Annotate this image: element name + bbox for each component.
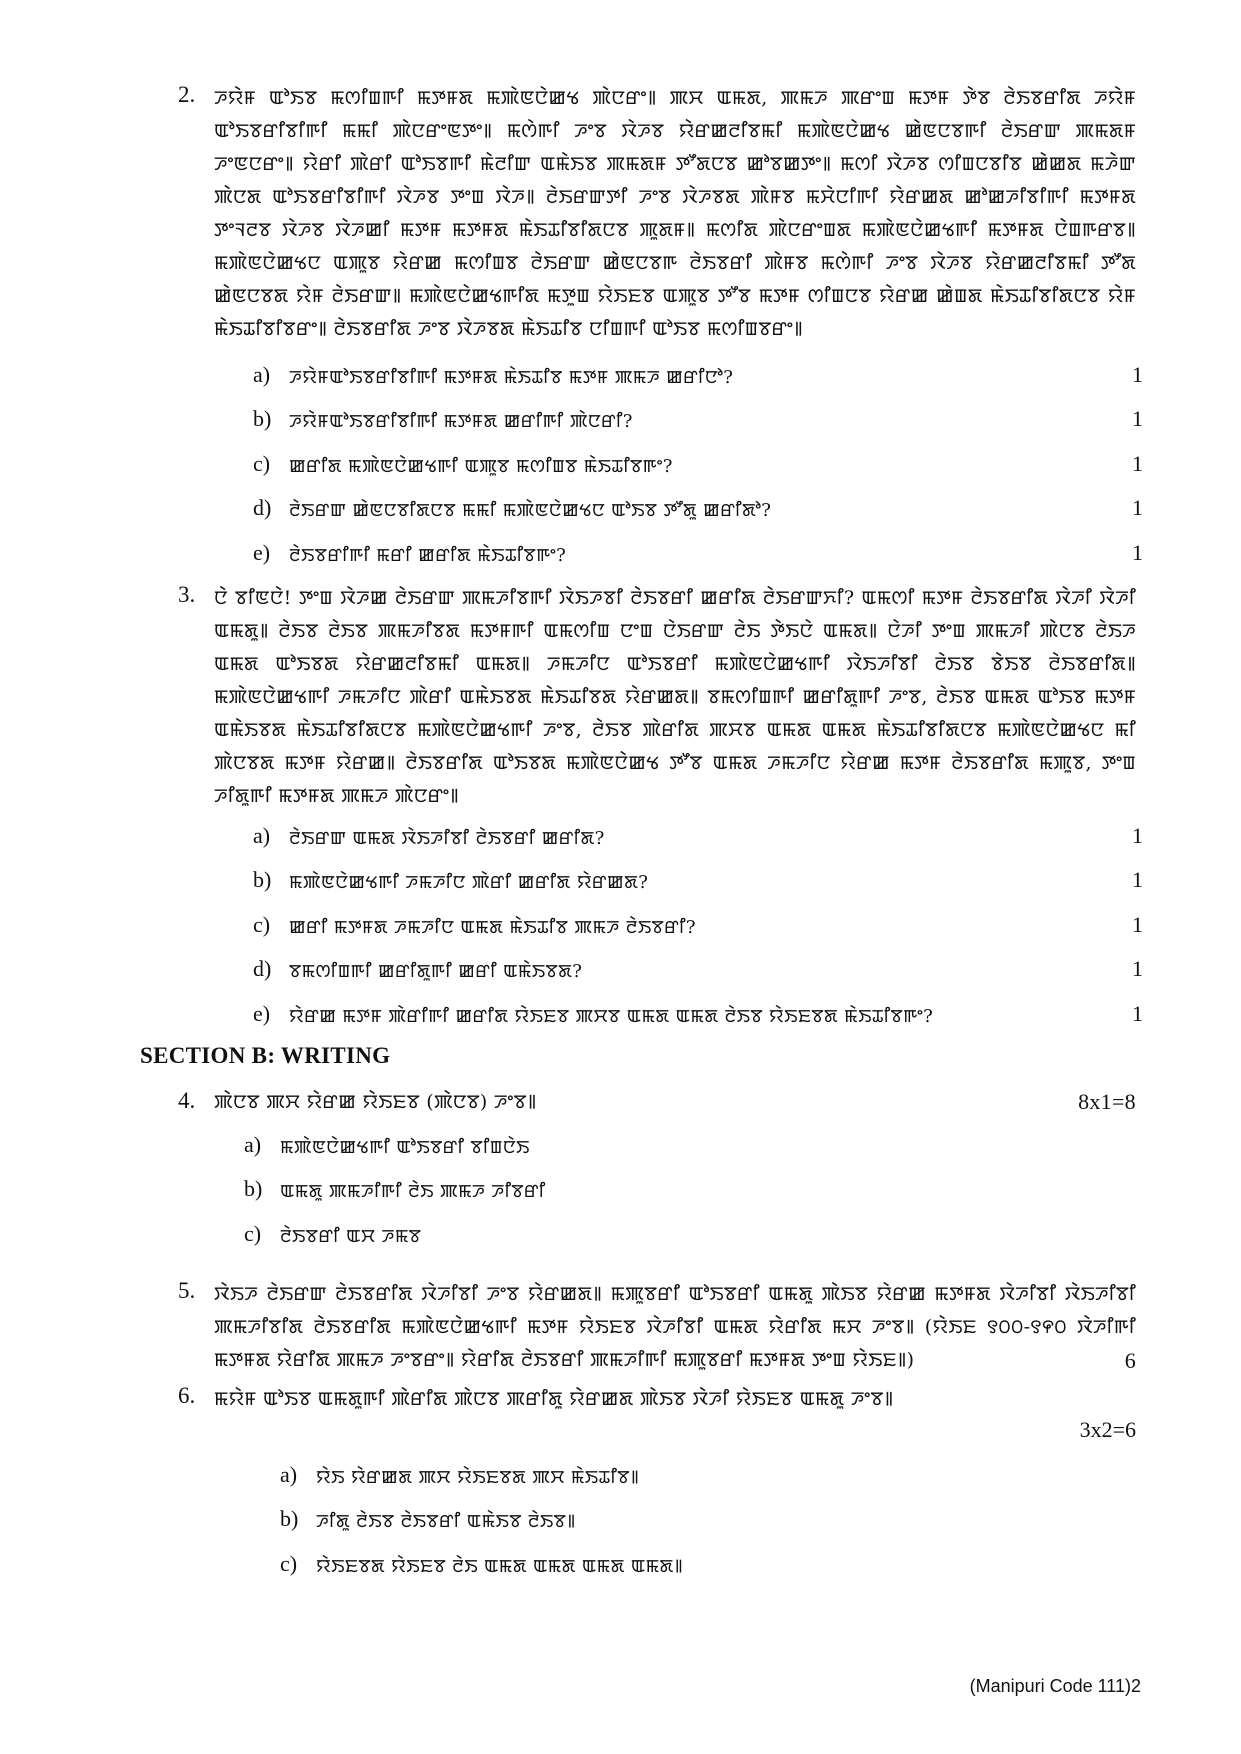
question-5 <box>178 1278 1136 1378</box>
q2-sub-b <box>253 406 1143 438</box>
page-footer: (Manipuri Code 111)2 <box>969 1676 1141 1696</box>
q4-option-b <box>244 1176 1134 1208</box>
sub-label: a) <box>253 823 271 848</box>
marks: 1 <box>1132 362 1143 387</box>
sub-label: c) <box>244 1221 262 1246</box>
topic-text: ꯑꯃꯗꯨ ꯄꯃꯍꯤꯒꯤ ꯂꯥꯏ ꯄꯃꯍ ꯍꯤꯕꯔꯤ <box>280 1181 546 1202</box>
sub-label: c) <box>280 1551 298 1576</box>
q6-option-a <box>280 1462 980 1494</box>
sub-question-text: ꯍꯌꯥꯝꯑꯣꯏꯕꯔꯤꯕꯤꯒꯤ ꯃꯇꯝꯗ ꯀꯔꯤꯒꯤ ꯄꯥꯅꯔꯤ? <box>289 411 633 432</box>
sub-label: b) <box>244 1176 263 1201</box>
q2-sub-c <box>253 451 1143 483</box>
question-number: 5. <box>178 1278 196 1303</box>
sub-question-text: ꯂꯥꯏꯔꯛ ꯑꯃꯗ ꯋꯥꯏꯍꯤꯕꯤ ꯂꯥꯏꯕꯔꯤ ꯀꯔꯤꯗ? <box>289 828 605 849</box>
marks: 1 <box>1132 495 1143 520</box>
q6-option-c <box>280 1551 980 1583</box>
q3-sub-a <box>253 823 1143 855</box>
sub-label: e) <box>253 1001 271 1026</box>
q3-sub-d <box>253 956 1143 988</box>
question-text <box>214 1278 1136 1378</box>
marks: 3x2=6 <box>1079 1417 1136 1442</box>
marks: 6 <box>1124 1348 1136 1373</box>
sub-label: a) <box>280 1462 298 1487</box>
sub-label: b) <box>280 1506 299 1531</box>
question-2 <box>178 82 1136 344</box>
question-number: 2. <box>178 82 196 107</box>
option-text: ꯌꯥꯏꯐꯕꯗ ꯌꯥꯏꯐꯕ ꯂꯥꯏ ꯑꯃꯗ ꯑꯃꯗ ꯑꯃꯗ ꯑꯃꯗ꯫ <box>316 1556 684 1577</box>
question-instruction <box>214 1088 1136 1116</box>
sub-label: a) <box>253 362 271 387</box>
marks: 1 <box>1132 956 1143 981</box>
section-heading: SECTION B: WRITING <box>140 1043 391 1068</box>
marks: 1 <box>1132 867 1143 892</box>
marks: 8x1=8 <box>1078 1089 1136 1114</box>
q2-sub-d <box>253 495 1143 527</box>
question-4 <box>178 1088 1136 1116</box>
marks: 1 <box>1132 912 1143 937</box>
question-number: 3. <box>178 582 196 607</box>
question-number: 6. <box>178 1383 196 1408</box>
sub-question-text: ꯌꯥꯔꯀ ꯃꯇꯝ ꯄꯥꯔꯤꯒꯤ ꯀꯔꯤꯗ ꯌꯥꯏꯐꯕ ꯄꯆꯕ ꯑꯃꯗ ꯑꯃꯗ ꯂꯥꯏꯕ ꯌꯥꯏꯐꯕꯗ ꯃꯥꯏꯊꯤꯕꯒꯦ? <box>289 1006 934 1027</box>
marks: 1 <box>1132 406 1143 431</box>
topic-text: ꯂꯥꯏꯕꯔꯤ ꯑꯆ ꯍꯃꯕ <box>280 1226 422 1247</box>
q3-sub-c <box>253 912 1143 944</box>
question-passage: ꯅꯥ ꯕꯤꯟꯅꯥ! ꯇꯦꯡ ꯋꯥꯍꯀ ꯂꯥꯏꯔꯛ ꯄꯃꯍꯤꯕꯒꯤ ꯋꯥꯏꯍꯕꯤ ꯂꯥꯏꯕꯔꯤ ꯀꯔꯤꯗ ꯂꯥꯏꯔꯛꯈꯤ? ꯑꯃꯁꯤ ꯃꯇꯝ ꯂꯥꯏꯕꯔꯤꯗ ꯋꯥꯍꯤ ꯋꯥꯍꯤ ꯑꯃꯗꯨ꯫ ꯂꯥꯏꯕ ꯂꯥꯏꯕ ꯄꯃꯍꯤꯕꯗ ꯃꯇꯝꯒꯤ ꯑꯃꯁꯤꯡ ꯅꯦꯡ ꯅꯥꯏꯔꯛ ꯂꯥꯏ ꯇꯥꯏꯅꯥ ꯑꯃꯗ꯫ ꯅꯥꯍꯤ ꯇꯦꯡ ꯄꯃꯍꯤ ꯄꯥꯅꯕ ꯂꯥꯏꯍ ꯑꯃꯗ ꯑꯣꯏꯕꯗ ꯌꯥꯔꯀꯂꯤꯕꯃꯤ ꯑꯃꯗ꯫ ꯍꯃꯍꯤꯅ ꯑꯣꯏꯕꯔꯤ ꯃꯄꯥꯟꯅꯥꯀꯠꯒꯤ ꯋꯥꯏꯍꯤꯕꯤ ꯂꯥꯏꯕ ꯕꯥꯏꯕ ꯂꯥꯏꯕꯔꯤꯗ꯫ ꯃꯄꯥꯟꯅꯥꯀꯠꯒꯤ ꯍꯃꯍꯤꯅ ꯄꯥꯔꯤ ꯑꯃꯥꯏꯕꯗ ꯃꯥꯏꯊꯤꯕꯗ ꯌꯥꯔꯀꯗ꯫ ꯕꯃꯁꯤꯡꯒꯤ ꯀꯔꯤꯗꯨꯒꯤ ꯍꯦꯕ, ꯂꯥꯏꯕ ꯑꯃꯗ ꯑꯣꯏꯕ ꯃꯇꯝ ꯑꯃꯥꯏꯕꯗ ꯃꯥꯏꯊꯤꯕꯤꯗꯅꯕ ꯃꯄꯥꯟꯅꯥꯀꯠꯒꯤ ꯍꯦꯕ, ꯂꯥꯏꯕ ꯄꯥꯔꯤꯗ ꯄꯆꯕ ꯑꯃꯗ ꯑꯃꯗ ꯃꯥꯏꯊꯤꯕꯤꯗꯅꯕ ꯃꯄꯥꯟꯅꯥꯀꯠꯅ ꯃꯤ ꯄꯥꯅꯕꯗ ꯃꯇꯝ ꯌꯥꯔꯀ꯫ ꯂꯥꯏꯕꯔꯤꯗ ꯑꯣꯏꯕꯗ ꯃꯄꯥꯟꯅꯥꯀꯠ ꯇꯧꯕ ꯑꯃꯗ ꯍꯃꯍꯤꯅ ꯌꯥꯔꯀ ꯃꯇꯝ ꯂꯥꯏꯕꯔꯤꯗ ꯃꯄꯨꯕ, ꯇꯦꯡ ꯍꯤꯗꯨꯒꯤ ꯃꯇꯝꯗ ꯄꯃꯍ ꯄꯥꯅꯔꯦ꯫ <box>214 587 1136 807</box>
sub-label: b) <box>253 867 272 892</box>
sub-question-text: ꯍꯌꯥꯝꯑꯣꯏꯕꯔꯤꯕꯤꯒꯤ ꯃꯇꯝꯗ ꯃꯥꯏꯊꯤꯕ ꯃꯇꯝ ꯄꯃꯍ ꯀꯔꯤꯅꯣ? <box>289 367 734 388</box>
sub-question-text: ꯕꯃꯁꯤꯡꯒꯤ ꯀꯔꯤꯗꯨꯒꯤ ꯀꯔꯤ ꯑꯃꯥꯏꯕꯗ? <box>289 961 583 982</box>
question-body: ꯋꯥꯏꯍ ꯂꯥꯏꯔꯛ ꯂꯥꯏꯕꯔꯤꯗ ꯋꯥꯍꯤꯕꯤ ꯍꯦꯕ ꯌꯥꯔꯀꯗ꯫ ꯃꯄꯨꯕꯔꯤ ꯑꯣꯏꯕꯔꯤ ꯑꯃꯗꯨ ꯄꯥꯏꯕ ꯌꯥꯔꯀ ꯃꯇꯝꯗ ꯋꯥꯍꯤꯕꯤ ꯋꯥꯏꯍꯤꯕꯤ ꯄꯃꯍꯤꯕꯤꯗ ꯂꯥꯏꯕꯔꯤꯗ ꯃꯄꯥꯟꯅꯥꯀꯠꯒꯤ ꯃꯇꯝ ꯌꯥꯏꯐꯕ ꯋꯥꯍꯤꯕꯤ ꯑꯃꯗ ꯌꯥꯔꯤꯗ ꯃꯆ ꯍꯦꯕ꯫ (ꯌꯥꯏꯐ ꯱꯰꯰-꯱꯵꯰ ꯋꯥꯍꯤꯒꯤ ꯃꯇꯝꯗ ꯌꯥꯔꯤꯗ ꯄꯃꯍ ꯍꯦꯕꯔꯦ꯫ ꯌꯥꯔꯤꯗ ꯂꯥꯏꯕꯔꯤ ꯄꯃꯍꯤꯒꯤ ꯃꯄꯨꯕꯔꯤ ꯃꯇꯝꯗ ꯇꯦꯡ ꯌꯥꯏꯐ꯫) <box>214 1283 1136 1371</box>
q2-sub-a <box>253 362 1143 394</box>
sub-label: c) <box>253 912 271 937</box>
q3-sub-e <box>253 1001 1143 1033</box>
question-text: ꯃꯌꯥꯝ ꯑꯣꯏꯕ ꯑꯃꯗꯨꯒꯤ ꯄꯥꯔꯤꯗ ꯄꯥꯅꯕ ꯄꯔꯤꯗꯨ ꯌꯥꯔꯀꯗ ꯄꯥꯏꯕ ꯋꯥꯍꯤ ꯌꯥꯏꯐꯕ ꯑꯃꯗꯨ ꯍꯦꯕ꯫ <box>214 1388 894 1410</box>
q3-sub-b <box>253 867 1143 899</box>
question-passage: ꯍꯌꯥꯝ ꯑꯣꯏꯕ ꯃꯁꯤꯡꯒꯤ ꯃꯇꯝꯗ ꯃꯄꯥꯟꯅꯥꯀꯠ ꯄꯥꯅꯔꯦ꯫ ꯄꯆ ꯑꯃꯗ, ꯄꯃꯍ ꯄꯔꯦꯡ ꯃꯇꯝ ꯇꯥꯕ ꯂꯥꯏꯕꯔꯤꯗ ꯍꯌꯥꯝ ꯑꯣꯏꯕꯔꯤꯕꯤꯒꯤ ꯃꯃꯤ ꯄꯥꯅꯔꯦꯟꯇꯦ꯫ ꯃꯁꯥꯒꯤ ꯍꯦꯕ ꯋꯥꯍꯕ ꯌꯥꯔꯀꯂꯤꯕꯃꯤ ꯃꯄꯥꯟꯅꯥꯀꯠ ꯀꯥꯟꯅꯕꯒꯤ ꯂꯥꯏꯔꯛ ꯄꯃꯗꯝ ꯍꯦꯟꯅꯔꯦ꯫ ꯌꯥꯔꯤ ꯄꯥꯔꯤ ꯑꯣꯏꯕꯒꯤ ꯃꯥꯂꯤꯛ ꯑꯃꯥꯏꯕ ꯄꯃꯗꯝ ꯇꯧꯗꯅꯕ ꯀꯣꯕꯀꯇꯦ꯫ ꯃꯁꯤ ꯋꯥꯍꯕ ꯁꯤꯡꯅꯕꯤꯕ ꯀꯥꯀꯗ ꯃꯍꯥꯛ ꯄꯥꯅꯗ ꯑꯣꯏꯕꯔꯤꯕꯤꯒꯤ ꯋꯥꯍꯕ ꯇꯦꯡ ꯋꯥꯍ꯫ ꯂꯥꯏꯔꯛꯇꯤ ꯍꯦꯕ ꯋꯥꯍꯕꯗ ꯄꯥꯝꯕ ꯃꯆꯥꯅꯤꯒꯤ ꯌꯥꯔꯀꯗ ꯀꯣꯀꯍꯤꯕꯤꯒꯤ ꯃꯇꯝꯗ ꯇꯦꯜꯂꯕ ꯋꯥꯍꯕ ꯋꯥꯍꯀꯤ ꯃꯇꯝ ꯃꯇꯝꯗ ꯃꯥꯏꯊꯤꯕꯤꯗꯅꯕ ꯄꯨꯗꯝ꯫ ꯃꯁꯤꯗ ꯄꯥꯅꯔꯦꯡꯗ ꯃꯄꯥꯟꯅꯥꯀꯠꯒꯤ ꯃꯇꯝꯗ ꯅꯥꯡꯒꯔꯕ꯫ ꯃꯄꯥꯟꯅꯥꯀꯠꯅ ꯑꯄꯨꯕ ꯌꯥꯔꯀ ꯃꯁꯤꯡꯕ ꯂꯥꯏꯔꯛ ꯀꯥꯟꯅꯕꯒ ꯂꯥꯏꯕꯔꯤ ꯄꯥꯝꯕ ꯃꯁꯥꯒꯤ ꯍꯦꯕ ꯋꯥꯍꯕ ꯌꯥꯔꯀꯂꯤꯕꯃꯤ ꯇꯧꯗ ꯀꯥꯟꯅꯕꯗ ꯌꯥꯝ ꯂꯥꯏꯔꯛ꯫ ꯃꯄꯥꯟꯅꯥꯀꯠꯒꯤꯗ ꯃꯇꯨꯡ ꯌꯥꯏꯐꯕ ꯑꯄꯨꯕ ꯇꯧꯕ ꯃꯇꯝ ꯁꯤꯡꯅꯕ ꯌꯥꯔꯀ ꯀꯥꯡꯗ ꯃꯥꯏꯊꯤꯕꯤꯗꯅꯕ ꯌꯥꯝ ꯃꯥꯏꯊꯤꯕꯤꯕꯔꯦ꯫ ꯂꯥꯏꯕꯔꯤꯗ ꯍꯦꯕ ꯋꯥꯍꯕꯗ ꯃꯥꯏꯊꯤꯕ ꯅꯤꯡꯒꯤ ꯑꯣꯏꯕ ꯃꯁꯤꯡꯕꯔꯦ꯫ <box>214 87 1136 340</box>
question-3 <box>178 582 1136 810</box>
sub-label: c) <box>253 451 271 476</box>
marks: 1 <box>1132 451 1143 476</box>
sub-question-text: ꯃꯄꯥꯟꯅꯥꯀꯠꯒꯤ ꯍꯃꯍꯤꯅ ꯄꯥꯔꯤ ꯀꯔꯤꯗ ꯌꯥꯔꯀꯗ? <box>289 872 649 893</box>
sub-label: b) <box>253 406 272 431</box>
sub-label: a) <box>244 1132 262 1157</box>
q4-option-a <box>244 1132 1134 1164</box>
option-text: ꯍꯤꯗꯨ ꯂꯥꯏꯕ ꯂꯥꯏꯕꯔꯤ ꯑꯃꯥꯏꯕ ꯂꯥꯏꯕ꯫ <box>316 1511 576 1532</box>
sub-label: d) <box>253 495 272 520</box>
marks: 1 <box>1132 823 1143 848</box>
q2-sub-e <box>253 540 1143 572</box>
sub-label: e) <box>253 540 271 565</box>
q4-option-c <box>244 1221 1134 1253</box>
question-text: ꯄꯥꯅꯕ ꯄꯆ ꯌꯥꯔꯀ ꯌꯥꯏꯐꯕ (ꯄꯥꯅꯕ) ꯍꯦꯕ꯫ <box>214 1091 537 1113</box>
sub-question-text: ꯂꯥꯏꯔꯛ ꯀꯥꯟꯅꯕꯤꯗꯅꯕ ꯃꯃꯤ ꯃꯄꯥꯟꯅꯥꯀꯠꯅ ꯑꯣꯏꯕ ꯇꯧꯗꯨ ꯀꯔꯤꯗꯣ? <box>289 500 772 521</box>
option-text: ꯌꯥꯏ ꯌꯥꯔꯀꯗ ꯄꯆ ꯌꯥꯏꯐꯕꯗ ꯄꯆ ꯃꯥꯏꯊꯤꯕ꯫ <box>316 1467 640 1488</box>
q6-option-b <box>280 1506 980 1538</box>
question-6 <box>178 1383 1136 1444</box>
sub-label: d) <box>253 956 272 981</box>
sub-question-text: ꯂꯥꯏꯕꯔꯤꯒꯤ ꯃꯔꯤ ꯀꯔꯤꯗ ꯃꯥꯏꯊꯤꯕꯒꯦ? <box>289 545 567 566</box>
marks: 1 <box>1132 1001 1143 1026</box>
sub-question-text: ꯀꯔꯤ ꯃꯇꯝꯗ ꯍꯃꯍꯤꯅ ꯑꯃꯗ ꯃꯥꯏꯊꯤꯕ ꯄꯃꯍ ꯂꯥꯏꯕꯔꯤ? <box>289 917 696 938</box>
question-number: 4. <box>178 1088 196 1113</box>
sub-question-text: ꯀꯔꯤꯗ ꯃꯄꯥꯟꯅꯥꯀꯠꯒꯤ ꯑꯄꯨꯕ ꯃꯁꯤꯡꯕ ꯃꯥꯏꯊꯤꯕꯒꯦ? <box>289 456 673 477</box>
topic-text: ꯃꯄꯥꯟꯅꯥꯀꯠꯒꯤ ꯑꯣꯏꯕꯔꯤ ꯕꯤꯡꯅꯥꯏ <box>280 1137 530 1158</box>
marks: 1 <box>1132 540 1143 565</box>
